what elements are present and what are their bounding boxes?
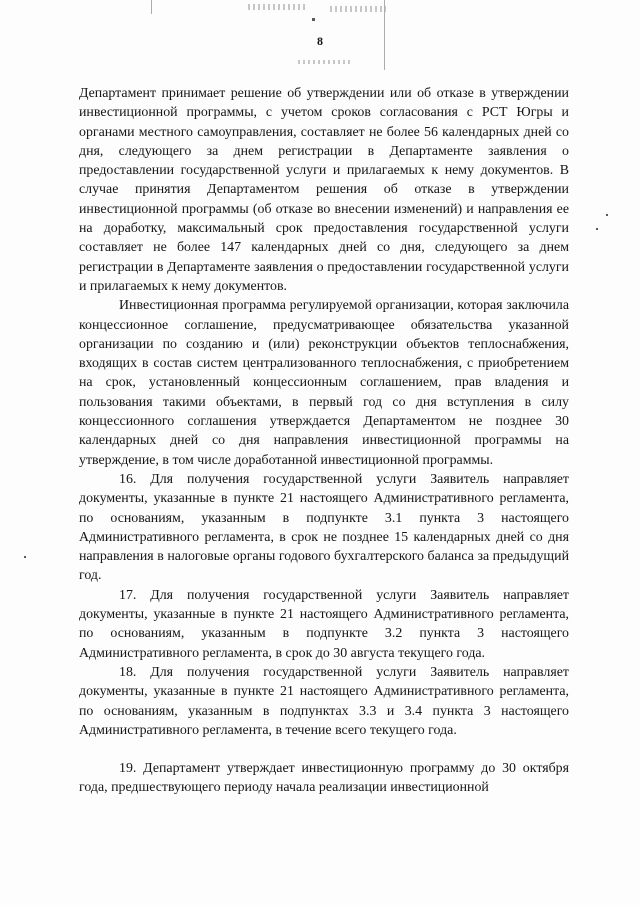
numbered-paragraph: 18. Для получения государственной услуги Заявитель направляет документы, указанные в пункте 21 настоящего Административного регламента, по основаниям, указанным в подпунктах 3.3 и 3.4 пункта 3 настоящего Административного регламента, в течение всего текущего года.	[79, 664, 569, 738]
paragraph: Инвестиционная программа регулируемой организации, которая заключила концессионное соглашение, предусматривающее обязательства указанной организации по созданию и (или) реконструкции объектов теплоснабжения, входящих в состав систем централизованного теплоснабжения, с приобретением на срок, установленный концессионным соглашением, прав владения и пользования такими объектами, в первый год со дня вступления в силу концессионного соглашения утверждается Департаментом не позднее 30 календарных дней со дня направления инвестиционной программы на утверждение, в том числе доработанной инвестиционной программы.	[79, 298, 569, 468]
numbered-paragraph: 19. Департамент утверждает инвестиционную программу до 30 октября года, предшествующего периоду начала реализации инвестиционной	[79, 761, 569, 796]
document-body	[79, 84, 569, 798]
paragraph-gap	[79, 740, 569, 759]
scan-speck	[596, 228, 598, 230]
numbered-paragraph: 17. Для получения государственной услуги Заявитель направляет документы, указанные в пункте 21 настоящего Административного регламента, по основаниям, указанным в подпункте 3.2 пункта 3 настоящего Административного регламента, в срок до 30 августа текущего года.	[79, 587, 569, 661]
numbered-paragraph: 16. Для получения государственной услуги Заявитель направляет документы, указанные в пункте 21 настоящего Административного регламента, по основаниям, указанным в подпункте 3.1 пункта 3 настоящего Административного регламента, в срок не позднее 15 календарных дней со дня направления в налоговые органы годового бухгалтерского баланса за предыдущий год.	[79, 471, 569, 584]
scan-smudge	[248, 4, 308, 10]
scan-speck	[312, 18, 315, 21]
scan-edge-line	[151, 0, 152, 14]
scan-smudge	[330, 6, 386, 12]
page-number: 8	[317, 34, 323, 48]
paragraph: Департамент принимает решение об утверждении или об отказе в утверждении инвестиционной программы, с учетом сроков согласования с РСТ Югры и органами местного самоуправления, составляет не более 56 календарных дней со дня, следующего за днем регистрации в Департаменте заявления о предоставлении государственной услуги и прилагаемых к нему документов. В случае принятия Департаментом решения об отказе в утверждении инвестиционной программы (об отказе во внесении изменений) и направления ее на доработку, максимальный срок предоставления государственной услуги составляет не более 147 календарных дней со дня, следующего за днем регистрации в Департаменте заявления о предоставлении государственной услуги и прилагаемых к нему документов.	[79, 86, 569, 294]
scan-speck	[24, 556, 26, 558]
scan-smudge	[298, 60, 350, 64]
scan-speck	[606, 214, 608, 216]
